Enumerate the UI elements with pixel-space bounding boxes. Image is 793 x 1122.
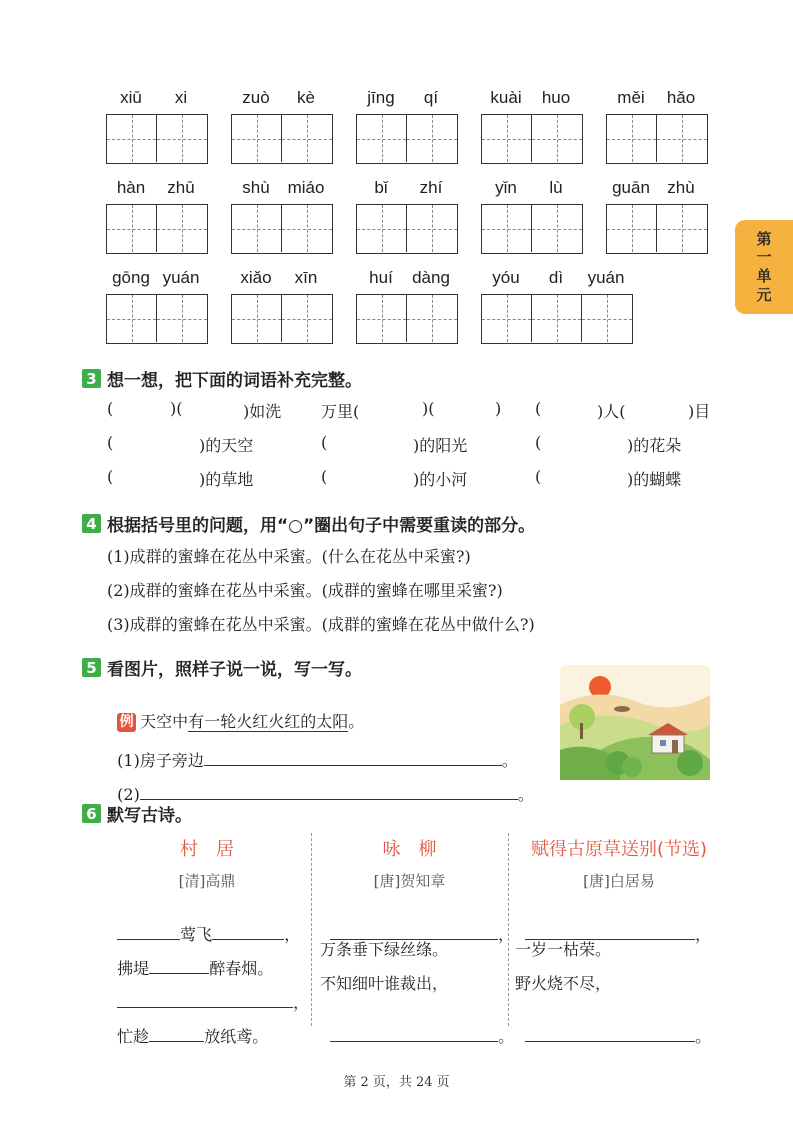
item-label: (2) <box>117 785 140 804</box>
pinyin-syllable: qí <box>423 88 439 107</box>
example-badge: 例 <box>117 713 136 732</box>
writing-cell[interactable] <box>607 205 657 252</box>
writing-grid <box>231 294 333 344</box>
question-title: 根据括号里的问题，用“○”圈出句子中需要重读的部分。 <box>107 516 536 536</box>
example-underlined-text: 有一轮火红火红的太阳 <box>188 712 349 731</box>
item-period: 。 <box>517 785 534 804</box>
writing-cell[interactable] <box>407 295 457 342</box>
poem-1-author: [清]高鼎 <box>178 872 236 890</box>
writing-cell[interactable] <box>107 115 157 162</box>
pinyin-syllable: huí <box>369 268 393 287</box>
writing-cell[interactable] <box>357 205 407 252</box>
writing-cell[interactable] <box>407 205 457 252</box>
question-title: 看图片，照样子说一说，写一写。 <box>107 660 362 680</box>
bracket-text: )的小河 <box>413 470 468 489</box>
unit-tab-char: 一 <box>756 248 772 267</box>
poem-punct: ， <box>284 925 301 944</box>
writing-cell[interactable] <box>357 115 407 162</box>
question-3-heading <box>82 366 362 391</box>
pinyin-label <box>606 178 706 198</box>
bracket-text: ( <box>535 399 542 418</box>
poem-2-line-2: 万条垂下绿丝绦。 <box>320 940 449 959</box>
poem-2-line-4 <box>320 1005 514 1047</box>
page-footer: 第 2 页，共 24 页 <box>343 1075 450 1090</box>
bracket-text: ( <box>107 467 114 486</box>
writing-cell[interactable] <box>482 115 532 162</box>
writing-grid <box>481 294 633 344</box>
pinyin-syllable: xiū <box>120 88 142 107</box>
bracket-text: ( <box>107 399 114 418</box>
question-6-heading <box>82 801 192 826</box>
unit-tab <box>735 220 793 314</box>
poem-punct: ， <box>498 925 515 944</box>
bracket-text: )的阳光 <box>413 436 468 455</box>
bracket-text: )( <box>170 399 183 418</box>
bracket-text: ( <box>535 433 542 452</box>
pinyin-syllable: bǐ <box>374 178 388 197</box>
bracket-text: )的天空 <box>199 436 254 455</box>
bracket-text: )目 <box>688 402 711 421</box>
writing-grid <box>356 294 458 344</box>
answer-blank[interactable] <box>330 1041 498 1042</box>
writing-cell[interactable] <box>282 295 332 342</box>
bracket-text: )人( <box>597 402 626 421</box>
poem-text: 莺飞 <box>180 925 213 944</box>
writing-cell[interactable] <box>532 205 582 252</box>
example-text: 天空中 <box>140 712 189 731</box>
pinyin-label <box>231 88 331 108</box>
pinyin-label <box>356 88 456 108</box>
writing-cell[interactable] <box>482 205 532 252</box>
writing-grid <box>106 204 208 254</box>
writing-cell[interactable] <box>482 295 532 342</box>
pinyin-syllable: hǎo <box>666 88 696 107</box>
poem-1-line-4 <box>107 1005 268 1047</box>
pinyin-syllable: jīng <box>367 88 395 107</box>
question-title: 默写古诗。 <box>107 806 192 826</box>
bracket-text: ( <box>321 467 328 486</box>
pinyin-label <box>106 178 206 198</box>
pinyin-syllable: xiǎo <box>240 268 272 287</box>
pinyin-syllable: zhù <box>667 178 695 197</box>
bracket-text: )( <box>422 399 435 418</box>
pinyin-label <box>481 268 631 288</box>
pinyin-syllable: lù <box>549 178 563 197</box>
question-number-badge: 3 <box>82 369 101 388</box>
writing-grid <box>106 114 208 164</box>
poem-2-title: 咏 柳 <box>382 839 437 860</box>
pinyin-syllable: měi <box>617 88 645 107</box>
writing-cell[interactable] <box>657 115 707 162</box>
pinyin-syllable: guān <box>612 178 650 197</box>
question-number-badge: 4 <box>82 514 101 533</box>
poem-text: 忙趁 <box>117 1027 150 1046</box>
q5-example <box>107 690 364 732</box>
writing-cell[interactable] <box>157 205 207 252</box>
writing-cell[interactable] <box>107 295 157 342</box>
answer-blank[interactable] <box>149 1041 204 1042</box>
pinyin-label <box>106 268 206 288</box>
writing-cell[interactable] <box>357 295 407 342</box>
pinyin-label <box>231 268 331 288</box>
q4-sentence-2: (2)成群的蜜蜂在花丛中采蜜。(成群的蜜蜂在哪里采蜜?) <box>107 581 503 600</box>
writing-cell[interactable] <box>232 205 282 252</box>
poem-1-title: 村 居 <box>180 839 234 860</box>
answer-blank[interactable] <box>140 799 518 800</box>
pinyin-syllable: hàn <box>116 178 146 197</box>
pinyin-label <box>356 178 456 198</box>
poem-punct: ， <box>695 925 712 944</box>
writing-cell[interactable] <box>607 115 657 162</box>
pinyin-syllable: yuán <box>587 268 625 287</box>
answer-blank[interactable] <box>525 1041 695 1042</box>
question-5-heading <box>82 655 362 680</box>
poem-2-line-3: 不知细叶谁裁出， <box>320 974 449 993</box>
pinyin-syllable: zhí <box>419 178 443 197</box>
writing-grid <box>481 204 583 254</box>
poem-3-title: 赋得古原草送别(节选) <box>530 839 708 860</box>
pinyin-syllable: huo <box>541 88 571 107</box>
poem-punct: 。 <box>695 1027 712 1046</box>
poem-3-author: [唐]白居易 <box>583 872 655 890</box>
writing-cell[interactable] <box>582 295 632 342</box>
example-period: 。 <box>348 712 365 731</box>
poem-punct: 。 <box>498 1027 515 1046</box>
pinyin-label <box>481 178 581 198</box>
pinyin-syllable: kuài <box>490 88 522 107</box>
pinyin-syllable: dàng <box>412 268 450 287</box>
q4-sentence-3: (3)成群的蜜蜂在花丛中采蜜。(成群的蜜蜂在花丛中做什么?) <box>107 615 535 634</box>
bracket-text: ) <box>495 399 502 418</box>
bracket-text: 万里( <box>321 402 360 421</box>
writing-cell[interactable] <box>157 295 207 342</box>
writing-grid <box>231 114 333 164</box>
writing-cell[interactable] <box>407 115 457 162</box>
poem-punct: ， <box>293 993 310 1012</box>
poem-text: 醉春烟。 <box>209 959 274 978</box>
writing-cell[interactable] <box>157 115 207 162</box>
pinyin-syllable: xi <box>174 88 188 107</box>
pinyin-label <box>106 88 206 108</box>
writing-grid <box>356 114 458 164</box>
pinyin-syllable: yǐn <box>495 178 517 197</box>
writing-cell[interactable] <box>657 205 707 252</box>
item-period: 。 <box>501 751 518 770</box>
writing-grid <box>606 114 708 164</box>
poem-text: 拂堤 <box>117 959 150 978</box>
q5-item-2 <box>107 763 534 805</box>
bracket-text: )的蝴蝶 <box>627 470 682 489</box>
unit-tab-char: 第 <box>756 229 772 248</box>
writing-cell[interactable] <box>532 295 582 342</box>
pinyin-label <box>356 268 456 288</box>
pinyin-syllable: zhū <box>167 178 195 197</box>
poem-3-line-2: 一岁一枯荣。 <box>515 940 612 959</box>
landscape-illustration <box>560 665 710 780</box>
pinyin-label <box>231 178 331 198</box>
unit-tab-char: 单 <box>756 267 772 285</box>
bracket-text: ( <box>321 433 328 452</box>
pinyin-syllable: kè <box>297 88 315 107</box>
bracket-text: )如洗 <box>243 402 282 421</box>
item-label: (1)房子旁边 <box>117 751 204 770</box>
question-number-badge: 5 <box>82 658 101 677</box>
pinyin-syllable: yuán <box>162 268 200 287</box>
unit-tab-char: 元 <box>756 285 772 304</box>
writing-cell[interactable] <box>107 205 157 252</box>
writing-grid <box>356 204 458 254</box>
writing-grid <box>606 204 708 254</box>
poem-text: 放纸鸢。 <box>204 1027 269 1046</box>
bracket-text: ( <box>107 433 114 452</box>
pinyin-syllable: miáo <box>287 178 325 197</box>
poem-2-author: [唐]贺知章 <box>373 872 446 890</box>
writing-cell[interactable] <box>282 205 332 252</box>
question-number-badge: 6 <box>82 804 101 823</box>
column-divider <box>311 833 312 1026</box>
question-4-heading <box>82 511 535 536</box>
writing-cell[interactable] <box>532 115 582 162</box>
poem-3-line-3: 野火烧不尽， <box>515 974 612 993</box>
writing-grid <box>481 114 583 164</box>
bracket-text: ( <box>535 467 542 486</box>
pinyin-syllable: gōng <box>112 268 150 287</box>
pinyin-label <box>606 88 706 108</box>
pinyin-syllable: dì <box>548 268 564 287</box>
bracket-text: )的花朵 <box>627 436 682 455</box>
pinyin-label <box>481 88 581 108</box>
question-title: 想一想，把下面的词语补充完整。 <box>107 371 362 391</box>
writing-cell[interactable] <box>232 295 282 342</box>
pinyin-syllable: xīn <box>294 268 318 287</box>
pinyin-syllable: zuò <box>242 88 270 107</box>
q4-sentence-1: (1)成群的蜜蜂在花丛中采蜜。(什么在花丛中采蜜?) <box>107 547 471 566</box>
writing-cell[interactable] <box>282 115 332 162</box>
bracket-text: )的草地 <box>199 470 254 489</box>
writing-cell[interactable] <box>232 115 282 162</box>
writing-grid <box>231 204 333 254</box>
pinyin-syllable: shù <box>242 178 270 197</box>
writing-grid <box>106 294 208 344</box>
poem-3-line-4 <box>515 1005 711 1047</box>
pinyin-syllable: yóu <box>492 268 520 287</box>
